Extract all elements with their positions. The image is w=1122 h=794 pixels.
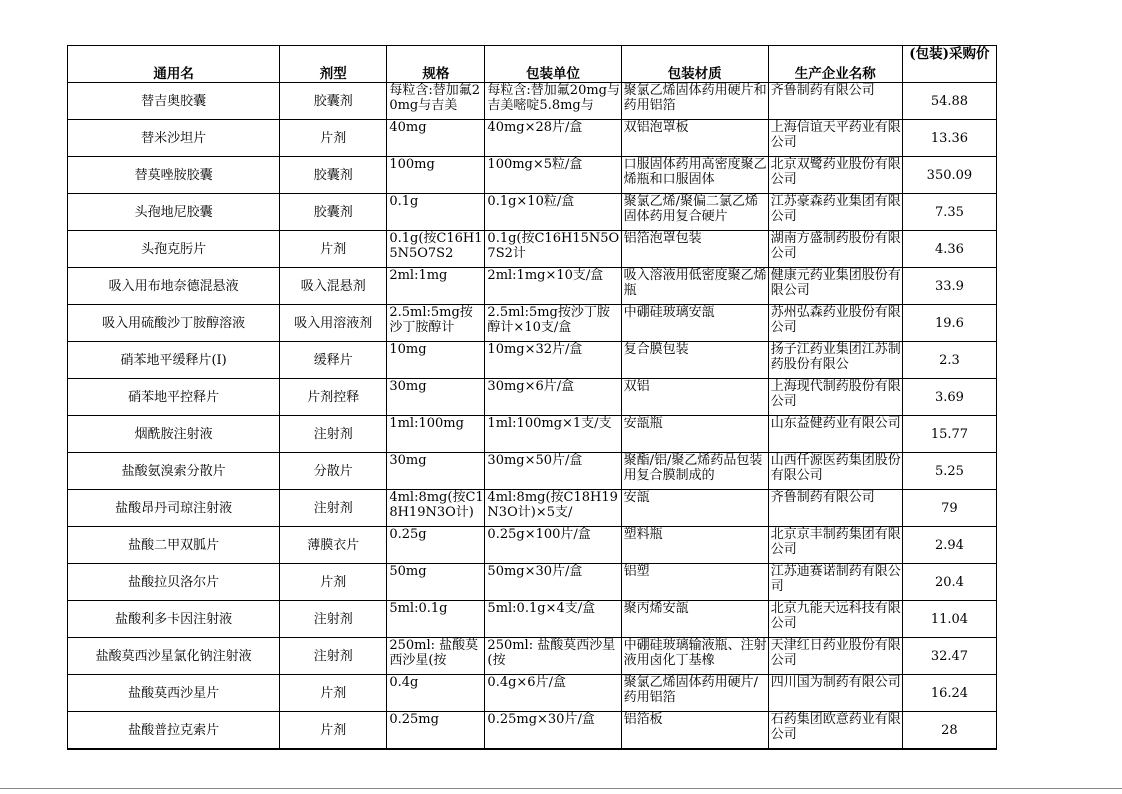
dosage-form-cell: 片剂: [280, 564, 387, 601]
package-material-cell-text: 双铝泡罩板: [623, 120, 689, 135]
dosage-form-cell: 片剂: [280, 675, 387, 712]
manufacturer-cell-text: 江苏豪森药业集团有限公司: [770, 194, 901, 224]
package-unit-cell-text: 1ml:100mg×1支/支: [487, 416, 612, 431]
specification-cell: [387, 157, 485, 194]
dosage-form-cell: 胶囊剂: [280, 194, 387, 231]
header-package-material: 包装材质: [621, 46, 768, 83]
manufacturer-cell: [768, 638, 902, 675]
generic-name-cell: 盐酸氨溴索分散片: [68, 453, 280, 490]
package-material-cell-text: 聚酯/铝/聚乙烯药品包装用复合膜制成的: [623, 453, 763, 483]
package-unit-cell: [485, 268, 621, 305]
package-unit-cell: [485, 305, 621, 342]
specification-cell-text: 0.25mg: [389, 712, 439, 727]
generic-name-cell: 替米沙坦片: [68, 120, 280, 157]
purchase-price-cell: 13.36: [902, 120, 996, 157]
generic-name-cell: 盐酸二甲双胍片: [68, 527, 280, 564]
generic-name-cell: 盐酸利多卡因注射液: [68, 601, 280, 638]
header-row: [68, 46, 997, 83]
generic-name-cell: 盐酸拉贝洛尔片: [68, 564, 280, 601]
table-row: [68, 601, 997, 638]
specification-cell: [387, 231, 485, 268]
table-row: [68, 342, 997, 379]
generic-name-cell: 硝苯地平缓释片(Ⅰ): [68, 342, 280, 379]
package-unit-cell-text: 10mg×32片/盒: [487, 342, 583, 357]
table-row: [68, 564, 997, 601]
header-purchase-price: (包装)采购价: [902, 46, 996, 83]
package-material-cell: [621, 342, 768, 379]
specification-cell-text: 0.1g: [389, 194, 419, 209]
specification-cell-text: 40mg: [389, 120, 427, 135]
package-material-cell-text: 铝塑: [623, 564, 650, 579]
purchase-price-cell: 3.69: [902, 379, 996, 416]
table-row: [68, 157, 997, 194]
table-row: [68, 120, 997, 157]
specification-cell: [387, 490, 485, 527]
manufacturer-cell-text: 齐鲁制药有限公司: [770, 490, 875, 505]
purchase-price-cell: 28: [902, 712, 996, 750]
package-material-cell: [621, 157, 768, 194]
package-material-cell: [621, 601, 768, 638]
generic-name-cell: 吸入用硫酸沙丁胺醇溶液: [68, 305, 280, 342]
specification-cell: [387, 194, 485, 231]
specification-cell: [387, 305, 485, 342]
manufacturer-cell-text: 北京京丰制药集团有限公司: [770, 527, 901, 557]
manufacturer-cell-text: 上海信谊天平药业有限公司: [770, 120, 901, 150]
specification-cell: [387, 675, 485, 712]
package-unit-cell-text: 100mg×5粒/盒: [487, 157, 583, 172]
dosage-form-cell: 胶囊剂: [280, 157, 387, 194]
specification-cell: [387, 638, 485, 675]
package-material-cell-text: 中硼硅玻璃输液瓶、注射液用卤化丁基橡: [623, 638, 767, 668]
table-row: [68, 305, 997, 342]
purchase-price-cell: 54.88: [902, 83, 996, 120]
purchase-price-cell: 2.3: [902, 342, 996, 379]
package-unit-cell-text: 50mg×30片/盒: [487, 564, 583, 579]
manufacturer-cell-text: 四川国为制药有限公司: [770, 675, 901, 690]
dosage-form-cell: 吸入用溶液剂: [280, 305, 387, 342]
table-row: [68, 638, 997, 675]
package-unit-cell-text: 0.1g(按C16H15N5O7S2计: [487, 231, 620, 261]
manufacturer-cell: [768, 490, 902, 527]
package-material-cell: [621, 83, 768, 120]
specification-cell: [387, 83, 485, 120]
package-material-cell-text: 塑料瓶: [623, 527, 663, 542]
package-unit-cell: [485, 564, 621, 601]
package-material-cell: [621, 675, 768, 712]
manufacturer-cell: [768, 83, 902, 120]
specification-cell: [387, 379, 485, 416]
package-unit-cell-text: 5ml:0.1g×4支/盒: [487, 601, 596, 616]
package-unit-cell-text: 2.5ml:5mg按沙丁胺醇计×10支/盒: [487, 305, 610, 335]
drug-price-table: [67, 45, 997, 750]
table-row: [68, 453, 997, 490]
generic-name-cell: 盐酸昂丹司琼注射液: [68, 490, 280, 527]
package-material-cell: [621, 527, 768, 564]
purchase-price-cell: 79: [902, 490, 996, 527]
manufacturer-cell-text: 山西仟源医药集团股份有限公司: [770, 453, 901, 483]
package-material-cell-text: 聚氯乙烯固体药用硬片和药用铝箔: [623, 83, 767, 113]
table-row: [68, 83, 997, 120]
generic-name-cell: 头孢地尼胶囊: [68, 194, 280, 231]
table-row: [68, 268, 997, 305]
package-unit-cell-text: 0.25g×100片/盒: [487, 527, 591, 542]
manufacturer-cell: [768, 379, 902, 416]
specification-cell-text: 2.5ml:5mg按沙丁胺醇计: [389, 305, 473, 335]
package-material-cell-text: 安瓿: [623, 490, 650, 505]
generic-name-cell: 盐酸普拉克索片: [68, 712, 280, 750]
manufacturer-cell-text: 北京九能天远科技有限公司: [770, 601, 901, 631]
manufacturer-cell: [768, 564, 902, 601]
table-row: [68, 231, 997, 268]
package-material-cell: [621, 712, 768, 750]
dosage-form-cell: 注射剂: [280, 638, 387, 675]
specification-cell-text: 2ml:1mg: [389, 268, 448, 283]
package-unit-cell: [485, 527, 621, 564]
header-specification: 规格: [387, 46, 485, 83]
package-material-cell-text: 双铝: [623, 379, 650, 394]
header-dosage-form: 剂型: [280, 46, 387, 83]
purchase-price-cell: 11.04: [902, 601, 996, 638]
manufacturer-cell-text: 江苏迪赛诺制药有限公司: [770, 564, 901, 594]
manufacturer-cell-text: 天津红日药业股份有限公司: [770, 638, 901, 668]
table-row: [68, 527, 997, 564]
dosage-form-cell: 片剂: [280, 120, 387, 157]
dosage-form-cell: 胶囊剂: [280, 83, 387, 120]
package-material-cell-text: 铝箔泡罩包装: [623, 231, 702, 246]
package-material-cell: [621, 194, 768, 231]
specification-cell-text: 30mg: [389, 379, 427, 394]
package-material-cell: [621, 231, 768, 268]
manufacturer-cell-text: 湖南方盛制药股份有限公司: [770, 231, 901, 261]
specification-cell: [387, 527, 485, 564]
manufacturer-cell: [768, 120, 902, 157]
specification-cell-text: 4ml:8mg(按C18H19N3O计): [389, 490, 484, 520]
specification-cell-text: 50mg: [389, 564, 427, 579]
package-unit-cell: [485, 157, 621, 194]
generic-name-cell: 盐酸莫西沙星氯化钠注射液: [68, 638, 280, 675]
package-unit-cell: [485, 416, 621, 453]
table-row: [68, 675, 997, 712]
package-unit-cell: [485, 379, 621, 416]
specification-cell-text: 250ml: 盐酸莫西沙星(按: [389, 638, 479, 668]
package-material-cell: [621, 564, 768, 601]
manufacturer-cell-text: 齐鲁制药有限公司: [770, 83, 875, 98]
generic-name-cell: 硝苯地平控释片: [68, 379, 280, 416]
header-generic-name: 通用名: [68, 46, 280, 83]
package-unit-cell: [485, 453, 621, 490]
package-material-cell: [621, 305, 768, 342]
package-unit-cell: [485, 712, 621, 750]
manufacturer-cell-text: 上海现代制药股份有限公司: [770, 379, 901, 409]
package-unit-cell: [485, 601, 621, 638]
manufacturer-cell-text: 扬子江药业集团江苏制药股份有限公: [770, 342, 901, 372]
package-material-cell: [621, 268, 768, 305]
specification-cell-text: 1ml:100mg: [389, 416, 464, 431]
package-material-cell: [621, 638, 768, 675]
table-row: [68, 490, 997, 527]
purchase-price-cell: 19.6: [902, 305, 996, 342]
package-unit-cell: [485, 638, 621, 675]
table-row: [68, 712, 997, 750]
package-unit-cell: [485, 675, 621, 712]
dosage-form-cell: 缓释片: [280, 342, 387, 379]
package-unit-cell-text: 2ml:1mg×10支/盒: [487, 268, 604, 283]
manufacturer-cell: [768, 712, 902, 750]
package-material-cell: [621, 490, 768, 527]
purchase-price-cell: 16.24: [902, 675, 996, 712]
dosage-form-cell: 注射剂: [280, 490, 387, 527]
specification-cell-text: 10mg: [389, 342, 427, 357]
manufacturer-cell: [768, 453, 902, 490]
purchase-price-cell: 20.4: [902, 564, 996, 601]
package-material-cell-text: 聚氯乙烯/聚偏二氯乙烯固体药用复合硬片: [623, 194, 758, 224]
package-unit-cell-text: 40mg×28片/盒: [487, 120, 583, 135]
purchase-price-cell: 15.77: [902, 416, 996, 453]
purchase-price-cell: 5.25: [902, 453, 996, 490]
manufacturer-cell-text: 山东益健药业有限公司: [770, 416, 901, 431]
specification-cell-text: 5ml:0.1g: [389, 601, 448, 616]
specification-cell-text: 30mg: [389, 453, 427, 468]
dosage-form-cell: 分散片: [280, 453, 387, 490]
manufacturer-cell-text: 北京双鹭药业股份有限公司: [770, 157, 901, 187]
specification-cell: [387, 342, 485, 379]
manufacturer-cell: [768, 527, 902, 564]
package-material-cell-text: 聚氯乙烯固体药用硬片/药用铝箔: [623, 675, 758, 705]
table-row: [68, 194, 997, 231]
specification-cell: [387, 564, 485, 601]
package-unit-cell-text: 0.1g×10粒/盒: [487, 194, 575, 209]
package-material-cell-text: 铝箔板: [623, 712, 663, 727]
specification-cell: [387, 601, 485, 638]
package-unit-cell: [485, 231, 621, 268]
purchase-price-cell: 350.09: [902, 157, 996, 194]
purchase-price-cell: 2.94: [902, 527, 996, 564]
header-manufacturer: 生产企业名称: [768, 46, 902, 83]
package-unit-cell-text: 30mg×50片/盒: [487, 453, 583, 468]
package-material-cell-text: 安瓿瓶: [623, 416, 663, 431]
specification-cell-text: 0.25g: [389, 527, 427, 542]
generic-name-cell: 盐酸莫西沙星片: [68, 675, 280, 712]
dosage-form-cell: 注射剂: [280, 601, 387, 638]
specification-cell: [387, 712, 485, 750]
header-package-unit: 包装单位: [485, 46, 621, 83]
purchase-price-cell: 32.47: [902, 638, 996, 675]
generic-name-cell: 烟酰胺注射液: [68, 416, 280, 453]
purchase-price-cell: 33.9: [902, 268, 996, 305]
package-material-cell-text: 口服固体药用高密度聚乙烯瓶和口服固体: [623, 157, 767, 187]
manufacturer-cell: [768, 157, 902, 194]
manufacturer-cell: [768, 268, 902, 305]
specification-cell-text: 100mg: [389, 157, 435, 172]
specification-cell: [387, 120, 485, 157]
generic-name-cell: 替莫唑胺胶囊: [68, 157, 280, 194]
specification-cell-text: 0.1g(按C16H15N5O7S2: [389, 231, 483, 261]
package-material-cell-text: 中硼硅玻璃安瓿: [623, 305, 715, 320]
package-unit-cell: [485, 194, 621, 231]
package-unit-cell-text: 每粒含:替加氟20mg与吉美嘧啶5.8mg与: [487, 83, 620, 113]
manufacturer-cell: [768, 305, 902, 342]
dosage-form-cell: 吸入混悬剂: [280, 268, 387, 305]
manufacturer-cell-text: 苏州弘森药业股份有限公司: [770, 305, 901, 335]
package-material-cell: [621, 120, 768, 157]
package-unit-cell: [485, 342, 621, 379]
package-unit-cell-text: 0.25mg×30片/盒: [487, 712, 595, 727]
specification-cell: [387, 268, 485, 305]
table-row: [68, 379, 997, 416]
package-material-cell-text: 复合膜包装: [623, 342, 689, 357]
table-row: [68, 416, 997, 453]
manufacturer-cell-text: 石药集团欧意药业有限公司: [770, 712, 901, 742]
dosage-form-cell: 片剂: [280, 712, 387, 750]
dosage-form-cell: 薄膜衣片: [280, 527, 387, 564]
manufacturer-cell-text: 健康元药业集团股份有限公司: [770, 268, 901, 298]
specification-cell: [387, 453, 485, 490]
manufacturer-cell: [768, 601, 902, 638]
generic-name-cell: 吸入用布地奈德混悬液: [68, 268, 280, 305]
manufacturer-cell: [768, 675, 902, 712]
package-unit-cell: [485, 120, 621, 157]
dosage-form-cell: 注射剂: [280, 416, 387, 453]
package-material-cell: [621, 379, 768, 416]
package-material-cell: [621, 453, 768, 490]
dosage-form-cell: 片剂: [280, 231, 387, 268]
package-unit-cell: [485, 490, 621, 527]
generic-name-cell: 头孢克肟片: [68, 231, 280, 268]
package-unit-cell-text: 250ml: 盐酸莫西沙星(按: [487, 638, 616, 668]
generic-name-cell: 替吉奥胶囊: [68, 83, 280, 120]
package-material-cell-text: 吸入溶液用低密度聚乙烯瓶: [623, 268, 767, 298]
package-unit-cell-text: 4ml:8mg(按C18H19N3O计)×5支/: [487, 490, 618, 520]
manufacturer-cell: [768, 342, 902, 379]
package-unit-cell: [485, 83, 621, 120]
page-bottom-line: [0, 788, 1122, 789]
manufacturer-cell: [768, 416, 902, 453]
specification-cell-text: 0.4g: [389, 675, 419, 690]
purchase-price-cell: 7.35: [902, 194, 996, 231]
manufacturer-cell: [768, 231, 902, 268]
specification-cell-text: 每粒含:替加氟20mg与吉美: [389, 83, 480, 113]
package-material-cell-text: 聚丙烯安瓿: [623, 601, 689, 616]
manufacturer-cell: [768, 194, 902, 231]
dosage-form-cell: 片剂控释: [280, 379, 387, 416]
package-material-cell: [621, 416, 768, 453]
package-unit-cell-text: 0.4g×6片/盒: [487, 675, 566, 690]
purchase-price-cell: 4.36: [902, 231, 996, 268]
package-unit-cell-text: 30mg×6片/盒: [487, 379, 575, 394]
specification-cell: [387, 416, 485, 453]
